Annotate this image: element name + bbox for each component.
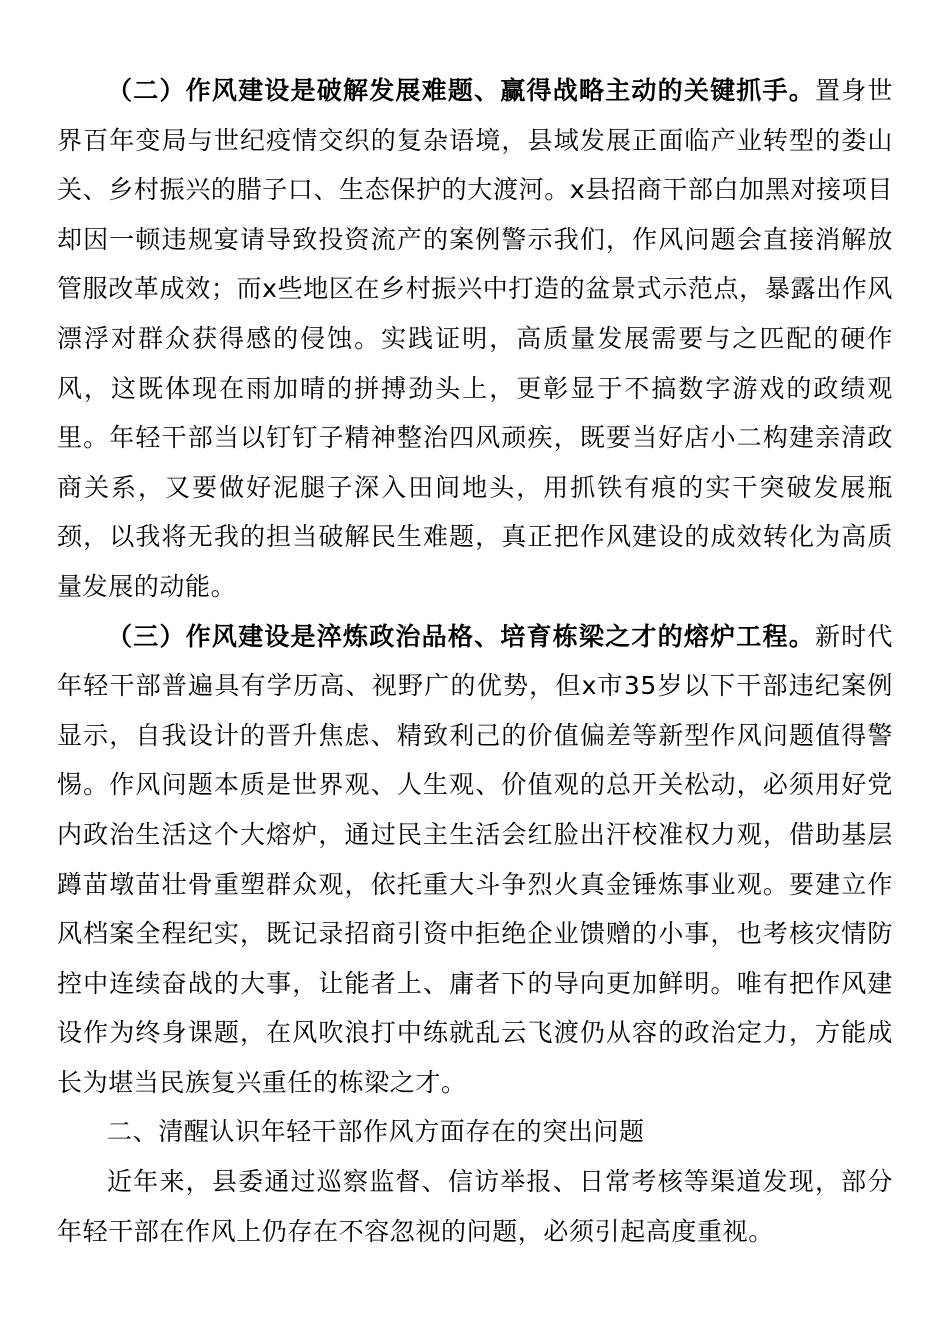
section-three-paragraph <box>57 612 893 1108</box>
part-two-intro: 近年来，县委通过巡察监督、信访举报、日常考核等渠道发现，部分年轻干部在作风上仍存在不容忽视的问题，必须引起高度重视。 <box>57 1167 893 1246</box>
part-two-heading: 二、清醒认识年轻干部作风方面存在的突出问题 <box>107 1117 645 1147</box>
section-three-lead: （三）作风建设是淬炼政治品格、培育栋梁之才的熔炉工程。 <box>107 621 815 651</box>
section-three-body: 新时代年轻干部普遍具有学历高、视野广的优势，但x市35岁以下干部违纪案例显示，自我设计的晋升焦虑、精致利己的价值偏差等新型作风问题值得警惕。作风问题本质是世界观、人生观、价值观的总开关松动，必须用好党内政治生活这个大熔炉，通过民主生活会红脸出汗校准权力观，借助基层蹲苗墩苗壮骨重塑群众观，依托重大斗争烈火真金锤炼事业观。要建立作风档案全程纪实，既记录招商引资中拒绝企业馈赠的小事，也考核灾情防控中连续奋战的大事，让能者上、庸者下的导向更加鲜明。唯有把作风建设作为终身课题，在风吹浪打中练就乱云飞渡仍从容的政治定力，方能成长为堪当民族复兴重任的栋梁之才。 <box>57 621 893 1097</box>
document-page <box>57 66 893 1256</box>
section-two-body: 置身世界百年变局与世纪疫情交织的复杂语境，县域发展正面临产业转型的娄山关、乡村振兴的腊子口、生态保护的大渡河。x县招商干部白加黑对接项目却因一顿违规宴请导致投资流产的案例警示我们，作风问题会直接消解放管服改革成效；而x些地区在乡村振兴中打造的盆景式示范点，暴露出作风漂浮对群众获得感的侵蚀。实践证明，高质量发展需要与之匹配的硬作风，这既体现在雨加晴的拼搏劲头上，更彰显于不搞数字游戏的政绩观里。年轻干部当以钉钉子精神整治四风顽疾，既要当好店小二构建亲清政商关系，又要做好泥腿子深入田间地头，用抓铁有痕的实干突破发展瓶颈，以我将无我的担当破解民生难题，真正把作风建设的成效转化为高质量发展的动能。 <box>57 76 893 601</box>
section-two-lead: （二）作风建设是破解发展难题、赢得战略主动的关键抓手。 <box>107 76 815 105</box>
section-two-paragraph <box>57 66 893 612</box>
